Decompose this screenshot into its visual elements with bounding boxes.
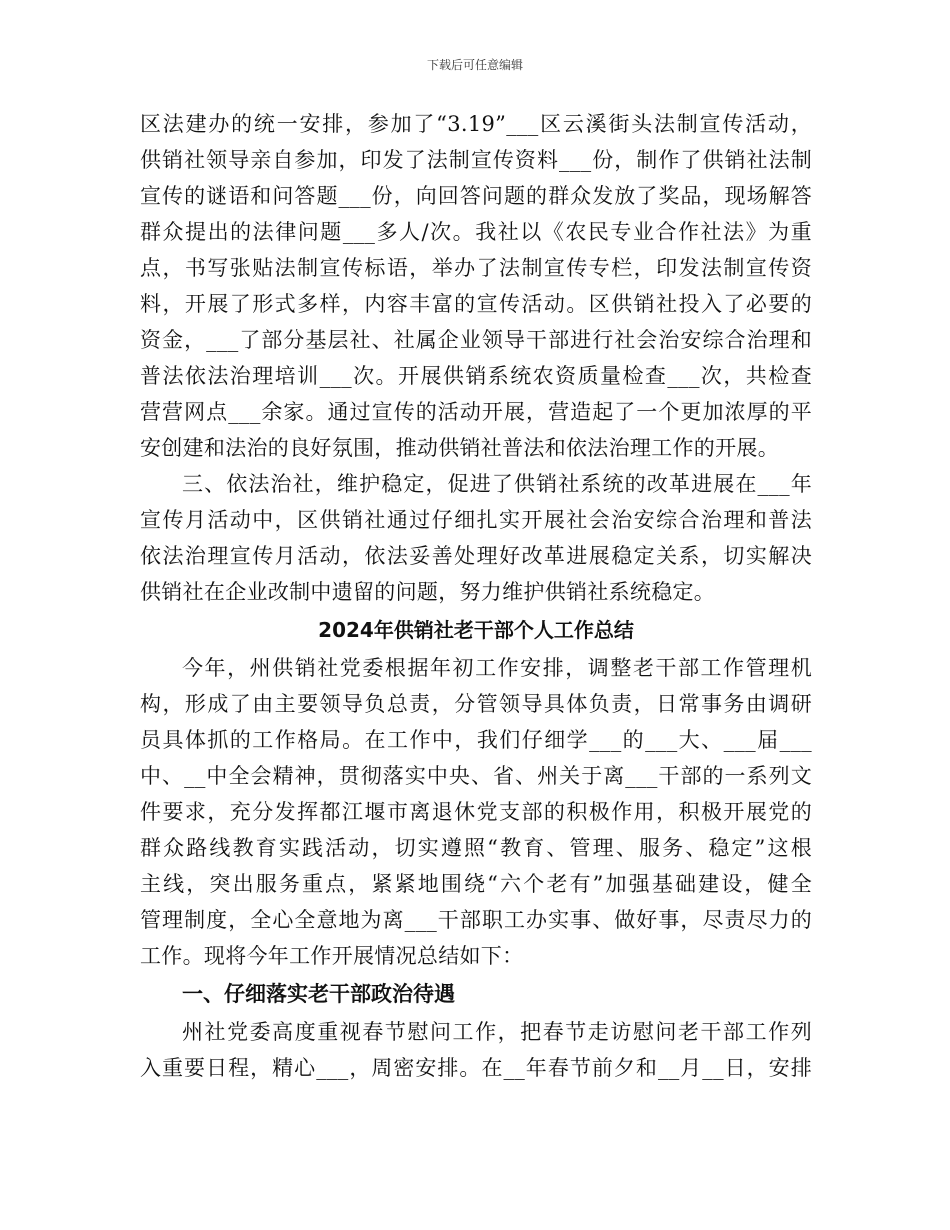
paragraph-line: 宣传月活动中，区供销社通过仔细扎实开展社会治安综合治理和普法 (140, 508, 812, 532)
paragraph-line: 件要求，充分发挥都江堰市离退休党支部的积极作用，积极开展党的 (140, 800, 812, 824)
article-title: 2024年供销社老干部个人工作总结 (318, 618, 634, 642)
paragraph-line: 安创建和法治的良好氛围，推动供销社普法和依法治理工作的开展。 (140, 436, 779, 460)
paragraph-line: 管理制度，全心全意地为离___干部职工办实事、做好事，尽责尽力的 (140, 908, 812, 932)
page-header: 下载后可任意编辑 (426, 58, 523, 72)
paragraph-line: 供销社在企业改制中遗留的问题，努力维护供销社系统稳定。 (140, 580, 716, 604)
paragraph-line: 供销社领导亲自参加，印发了法制宣传资料___份，制作了供销社法制 (140, 148, 812, 172)
paragraph-line: 三、依法治社，维护稳定，促进了供销社系统的改革进展在___年 (182, 472, 812, 496)
document-body (140, 106, 812, 1086)
paragraph-line: 群众提出的法律问题___多人/次。我社以《农民专业合作社法》为重 (140, 220, 812, 244)
section-heading: 一、仔细落实老干部政治待遇 (182, 982, 455, 1006)
paragraph-line: 宣传的谜语和问答题___份，向回答问题的群众发放了奖品，现场解答 (140, 184, 812, 208)
paragraph-line: 工作。现将今年工作开展情况总结如下： (140, 944, 524, 968)
paragraph-line: 主线，突出服务重点，紧紧地围绕“六个老有”加强基础建设，健全 (140, 872, 812, 896)
paragraph-line: 州社党委高度重视春节慰问工作，把春节走访慰问老干部工作列 (182, 1020, 812, 1044)
paragraph-line: 群众路线教育实践活动，切实遵照“教育、管理、服务、稳定”这根 (140, 836, 812, 860)
paragraph-line: 点，书写张贴法制宣传标语，举办了法制宣传专栏，印发法制宣传资 (140, 256, 812, 280)
paragraph-line: 今年，州供销社党委根据年初工作安排，调整老干部工作管理机 (182, 656, 812, 680)
paragraph-line: 入重要日程，精心___，周密安排。在__年春节前夕和__月__日，安排 (140, 1056, 812, 1080)
paragraph-line: 依法治理宣传月活动，依法妥善处理好改革进展稳定关系，切实解决 (140, 544, 812, 568)
paragraph-line: 员具体抓的工作格局。在工作中，我们仔细学___的___大、___届___ (140, 728, 812, 752)
paragraph-line: 区法建办的统一安排，参加了“3.19”___区云溪街头法制宣传活动， (140, 112, 812, 136)
paragraph-line: 营营网点___余家。通过宣传的活动开展，营造起了一个更加浓厚的平 (140, 400, 812, 424)
paragraph-line: 中、__中全会精神，贯彻落实中央、省、州关于离___干部的一系列文 (140, 764, 812, 788)
paragraph-line: 构，形成了由主要领导负总责，分管领导具体负责，日常事务由调研 (140, 692, 812, 716)
paragraph-line: 普法依法治理培训___次。开展供销系统农资质量检查___次，共检查 (140, 364, 812, 388)
paragraph-line: 料，开展了形式多样，内容丰富的宣传活动。区供销社投入了必要的 (140, 292, 812, 316)
paragraph-line: 资金，___了部分基层社、社属企业领导干部进行社会治安综合治理和 (140, 328, 812, 352)
